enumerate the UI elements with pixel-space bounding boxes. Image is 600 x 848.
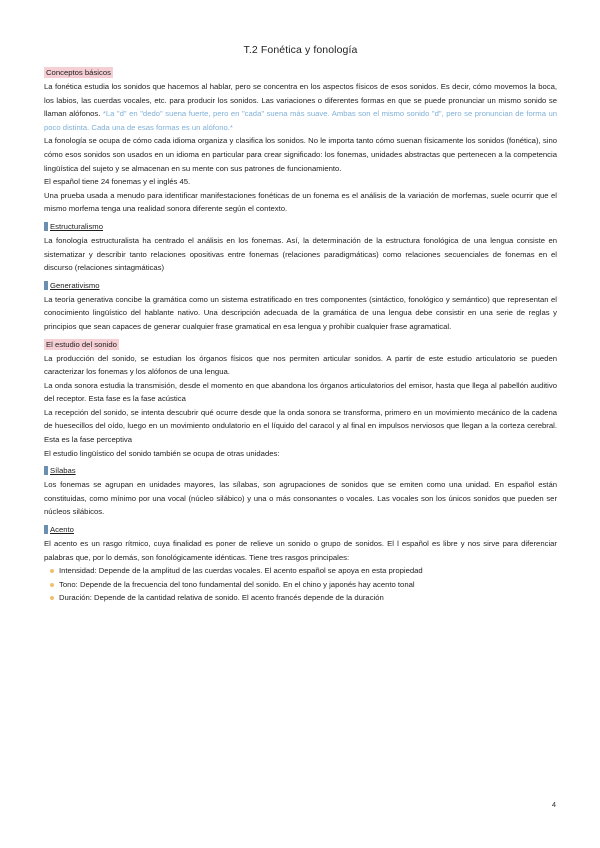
list-item: Tono: Depende de la frecuencia del tono fundamental del sonido. En el chino y japonés hay acento tonal xyxy=(50,578,557,592)
paragraph: La fonología se ocupa de cómo cada idioma organiza y clasifica los sonidos. No le importa tanto cómo suenan físicamente los sonidos (fonética), sino cómo esos sonidos son usados en un idioma en particular para crear significado: los fonemas, unidades abstractas que pertenecen a la competencia lingüística del sujeto y se almacenan en su mente con sus patrones de funcionamiento. xyxy=(44,136,557,173)
heading-conceptos: Conceptos básicos xyxy=(46,68,111,77)
paragraph: El español tiene 24 fonemas y el inglés 45. xyxy=(44,177,191,187)
paragraph xyxy=(44,80,557,134)
bullet-icon xyxy=(50,596,54,600)
subheading-generativismo: Generativismo xyxy=(44,281,100,290)
subheading-acento: Acento xyxy=(44,525,74,534)
page-number: 4 xyxy=(551,800,556,809)
heading-estudio-sonido: El estudio del sonido xyxy=(46,339,117,349)
bullet-list xyxy=(44,564,557,605)
paragraph: El acento es un rasgo rítmico, cuya finalidad es poner de relieve un sonido o grupo de sonidos. El l español es libre y nos sirve para diferenciar palabras que, por lo demás, son fonológicamente idénticas. Tiene tres rasgos principales: xyxy=(44,539,557,562)
example-note: *La "d" en "dedo" suena fuerte, pero en "cada" suena más suave. Ambas son el mismo sonido "d", pero se pronuncian de forma un poco distinta. Cada una de esas formas es un alófono.* xyxy=(44,109,558,132)
paragraph: La fonología estructuralista ha centrado el análisis en los fonemas. Así, la determinación de la estructura fonológica de una lengua consiste en sistematizar y describir tanto relaciones opositivas entre fonemas (relaciones paradigmáticas) como relaciones secuenciales de fonemas en el discurso (relaciones sintagmáticas) xyxy=(44,235,557,273)
paragraph-text: La fonética estudia los sonidos que hacemos al hablar, pero se concentra en los aspectos físicos de esos sonidos. Es decir, cómo movemos la boca, los labios, las cuerdas vocales, etc. para producir los sonidos. Las variaciones o diferentes formas en que se puede pronunciar un mismo sonido se llaman alófonos. xyxy=(44,82,557,119)
paragraph: La producción del sonido, se estudian los órganos físicos que nos permiten articular sonidos. A partir de este estudio articulatorio se pueden caracterizar los fonemas y los alófonos de una lengua. xyxy=(44,353,557,377)
paragraph: Una prueba usada a menudo para identificar manifestaciones fonéticas de un fonema es el análisis de la variación de morfemas, suele ocurrir que el mismo morfema tenga una realidad sonora diferente según el contexto. xyxy=(44,190,557,214)
bullet-icon xyxy=(50,583,54,587)
paragraph: Los fonemas se agrupan en unidades mayores, las sílabas, son agrupaciones de sonidos que se emiten como una unidad. En español están constituidas, como mínimo por una vocal (núcleo silábico) y una o más consonantes o vocales. Las vocales son los únicos sonidos que pueden ser núcleos silábicos. xyxy=(44,480,557,517)
paragraph: La onda sonora estudia la transmisión, desde el momento en que abandona los órganos articulatorios del emisor, hasta que llega al pabellón auditivo del receptor. Esta fase es la fase acústica xyxy=(44,380,557,404)
subheading-silabas: Sílabas xyxy=(44,466,76,475)
paragraph: El estudio lingüístico del sonido también se ocupa de otras unidades: xyxy=(44,448,280,458)
subheading-estructuralismo: Estructuralismo xyxy=(44,222,103,231)
bullet-icon xyxy=(50,569,54,573)
paragraph: La teoría generativa concibe la gramática como un sistema estratificado en tres componentes (sintáctico, fonológico y semántico) que representan el conocimiento lingüístico del hablante nativo. Una descripción adecuada de la gramática de una lengua debe consistir en una serie de reglas y principios que sean capaces de generar cualquier frase gramatical en esa lengua y prohibir cualquier frase agramatical. xyxy=(44,294,557,331)
document-page xyxy=(44,44,557,605)
list-item: Duración: Depende de la cantidad relativa de sonido. El acento francés depende de la duración xyxy=(50,591,557,605)
list-item: Intensidad: Depende de la amplitud de las cuerdas vocales. El acento español se apoya en esta propiedad xyxy=(50,564,557,578)
paragraph: La recepción del sonido, se intenta descubrir qué ocurre desde que la onda sonora se transforma, primero en un movimiento mecánico de la cadena de huesecillos del oído, luego en un movimiento ondulatorio en el líquido del caracol y al final en impulsos nerviosos que llegan a la corteza cerebral. Esta es la fase perceptiva xyxy=(44,407,557,445)
page-title: T.2 Fonética y fonología xyxy=(243,44,358,56)
